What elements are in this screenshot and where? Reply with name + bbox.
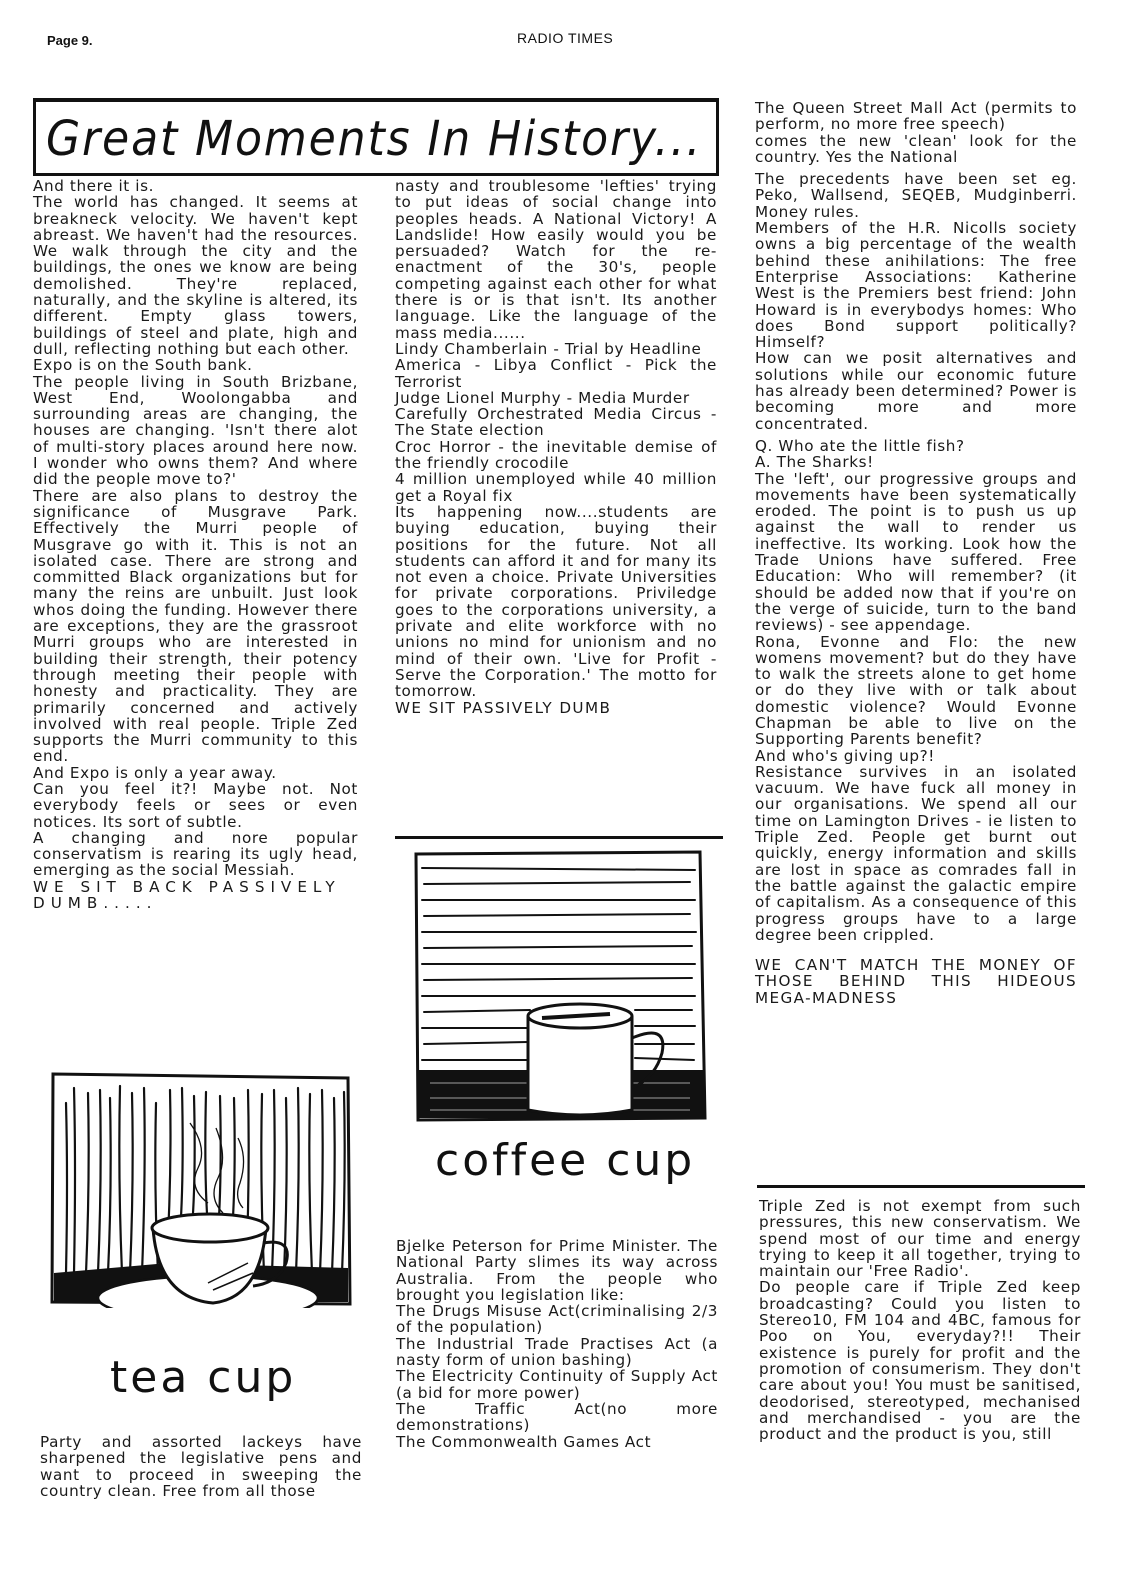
subheading: WE CAN'T MATCH THE MONEY OF THOSE BEHIND THIS HIDEOUS MEGA-MADNESS — [755, 956, 1077, 1007]
article-title-box — [33, 98, 719, 176]
section-divider — [757, 1185, 1085, 1188]
paragraph: nasty and troublesome 'lefties' trying to put ideas of social change into peoples heads. A National Victory! A Landslide! How easily would you be persuaded? Watch for the re-enactment of the 30's, people competing against each other for what there is or is that isn't. Its another language. Like the language of the mass media...... — [395, 177, 717, 342]
paragraph: A changing and nore popular conservatism is rearing its ugly head, emerging as the social Messiah. — [33, 828, 358, 880]
list-item: The Traffic Act(no more demonstrations) — [396, 1399, 718, 1435]
paragraph: Party and assorted lackeys have sharpened the legislative pens and want to proceed in sweeping the country clean. Free from all those — [40, 1433, 362, 1500]
coffee-cup-illustration — [410, 848, 710, 1128]
question: Q. Who ate the little fish? — [755, 436, 965, 455]
paragraph: Triple Zed is not exempt from such pressures, this new conservatism. We spend most of our time and energy trying to keep it all together, trying to maintain our 'Free Radio'. — [759, 1197, 1081, 1281]
list-item: The Electricity Continuity of Supply Act (a bid for more power) — [396, 1367, 718, 1402]
list-item: The Drugs Misuse Act(criminalising 2/3 of the population) — [396, 1302, 718, 1337]
paragraph: Expo is on the South bank. — [33, 356, 253, 375]
paragraph: comes the new 'clean' look for the country. Yes the National — [755, 131, 1077, 166]
column-2 — [395, 178, 717, 716]
paragraph: How can we posit alternatives and solutions while our economic future has already been determined? Power is becoming more and more concentrated. — [755, 349, 1077, 433]
article-title: Great Moments In History... — [46, 111, 703, 167]
column-3-continued — [759, 1198, 1081, 1442]
column-1 — [33, 178, 358, 911]
list-item: The Commonwealth Games Act — [396, 1432, 652, 1451]
list-item: Carefully Orchestrated Media Circus - The State election — [395, 405, 717, 440]
paragraph: And there it is. — [33, 177, 155, 195]
list-item: Lindy Chamberlain - Trial by Headline — [395, 339, 702, 358]
column-2-continued — [396, 1238, 718, 1450]
tea-cup-illustration — [48, 1068, 354, 1308]
paragraph: Resistance survives in an isolated vacuum. We have fuck all money in our organisations. We spend all our time on Lamington Drives - ie listen to Triple Zed. People get burnt out quickly, energy information and skills are lost in space as comrades fall in the battle against the galactic empire of capitalism. As a consequence of this progress groups have to a large degree been crippled. — [755, 762, 1077, 944]
paragraph: The people living in South Brizbane, West End, Woolongabba and surrounding areas are changing, the houses are changing. 'Isn't there alot of multi-story places around here now. I wonder who owns them? And where did the people move to?' — [33, 372, 358, 489]
page-number: Page 9. — [47, 33, 93, 48]
paragraph: Rona, Evonne and Flo: the new womens movement? but do they have to walk the streets alone to get home or do they live with or talk about domestic violence? Would Evonne Chapman be able to live on the Supporting Parents benefit? — [755, 632, 1077, 749]
subheading: WE SIT PASSIVELY DUMB — [395, 698, 612, 717]
list-item: America - Libya Conflict - Pick the Terrorist — [395, 356, 717, 391]
paragraph: And Expo is only a year away. — [33, 763, 277, 782]
paragraph: And who's giving up?! — [755, 746, 935, 765]
paragraph: The Queen Street Mall Act (permits to perform, no more free speech) — [755, 99, 1077, 134]
list-item: Judge Lionel Murphy - Media Murder — [395, 388, 690, 407]
column-1-continued — [40, 1434, 362, 1499]
paragraph: The world has changed. It seems at breakneck velocity. We haven't kept abreast. We haven't had the resources. We walk through the city and the buildings, the ones we know are being demolished. They're replaced, naturally, and the skyline is altered, its different. Empty glass towers, buildings of steel and plate, high and dull, reflecting nothing but each other. — [33, 193, 358, 358]
publication-name: RADIO TIMES — [517, 30, 614, 46]
tea-cup-caption: tea cup — [110, 1352, 297, 1403]
list-item: Croc Horror - the inevitable demise of the friendly crocodile — [395, 437, 717, 473]
paragraph: Do people care if Triple Zed keep broadcasting? Could you listen to Stereo10, FM 104 and 4BC, famous for Poo on You, everyday?!! Their existence is purely for profit and the promotion of consumerism. They don't care about you! You must be sanitised, deodorised, stereotyped, mechanised and merchandised - you are the product and the product is you, still — [759, 1278, 1081, 1444]
answer: A. The Sharks! — [755, 453, 874, 472]
list-item: 4 million unemployed while 40 million get a Royal fix — [395, 470, 717, 505]
subheading: WE SIT BACK PASSIVELY DUMB..... — [33, 877, 341, 913]
paragraph: Bjelke Peterson for Prime Minister. The National Party slimes its way across Australia. From the people who brought you legislation like: — [396, 1237, 718, 1304]
column-3 — [755, 100, 1077, 1006]
paragraph: Can you feel it?! Maybe not. Not everybody feels or sees or even notices. Its sort of subtle. — [33, 779, 358, 831]
coffee-cup-caption: coffee cup — [435, 1135, 696, 1186]
paragraph: Its happening now....students are buying education, buying their positions for the future. Not all students can afford it and for many its not even a choice. Private Universities for private corporations. Priviledge goes to the corporations university, a private and elite workforce with no unions no mind for unionism and no mind of their own. 'Live for Profit - Serve the Corporation.' The motto for tomorrow. — [395, 502, 717, 701]
section-divider — [395, 836, 723, 839]
list-item: The Industrial Trade Practises Act (a nasty form of union bashing) — [396, 1334, 718, 1370]
paragraph: The precedents have been set eg. Peko, Wallsend, SEQEB, Mudginberri. Money rules. — [755, 170, 1077, 221]
paragraph: There are also plans to destroy the significance of Musgrave Park. Effectively the Murri people of Musgrave go with it. This is not an isolated case. There are strong and committed Black organizations but for many the reins are unbuilt. Just look whos doing the funding. However there are exceptions, they are the grassroot Murri groups who are interested in building their strength, their potency through meeting their people with honesty and practicality. They are primarily concerned and actively involved with real people. Triple Zed supports the Murri community to this end. — [33, 486, 358, 766]
paragraph: The 'left', our progressive groups and movements have been systematically eroded. The point is to push us up against the wall to render us ineffective. Its working. Look how the Trade Unions have suffered. Free Education: Who will remember? (it should be added now that if you're on the verge of suicide, turn to the band reviews) - see appendage. — [755, 469, 1077, 635]
paragraph: Members of the H.R. Nicolls society owns a big percentage of the wealth behind these anihilations: The free Enterprise Associations: Katherine West is the Premiers best friend: John Howard is in everybodys homes: Who does Bond support politically? Himself? — [755, 219, 1077, 352]
